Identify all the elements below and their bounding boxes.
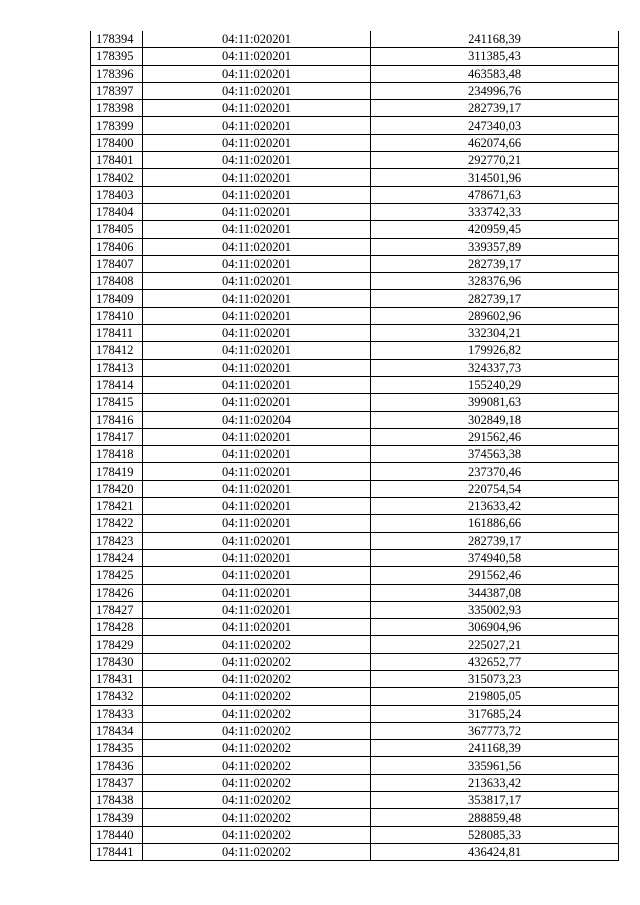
table-row — [91, 826, 619, 843]
cell-value: 247340,03 — [371, 117, 619, 134]
table-row — [91, 342, 619, 359]
cell-value: 302849,18 — [371, 411, 619, 428]
cell-id: 178427 — [91, 601, 143, 618]
cell-id: 178398 — [91, 100, 143, 117]
cell-id: 178417 — [91, 428, 143, 445]
table-row — [91, 532, 619, 549]
cell-id: 178406 — [91, 238, 143, 255]
cell-value: 292770,21 — [371, 152, 619, 169]
cell-id: 178400 — [91, 134, 143, 151]
cell-code: 04:11:020202 — [143, 826, 371, 843]
cell-value: 374563,38 — [371, 446, 619, 463]
cell-value: 241168,39 — [371, 740, 619, 757]
cell-value: 462074,66 — [371, 134, 619, 151]
table-row — [91, 515, 619, 532]
cell-code: 04:11:020201 — [143, 498, 371, 515]
document-page — [90, 31, 618, 861]
cell-id: 178422 — [91, 515, 143, 532]
cell-id: 178433 — [91, 705, 143, 722]
cell-id: 178424 — [91, 549, 143, 566]
cell-id: 178407 — [91, 255, 143, 272]
table-row — [91, 376, 619, 393]
cell-value: 213633,42 — [371, 774, 619, 791]
cell-code: 04:11:020202 — [143, 843, 371, 860]
cell-value: 213633,42 — [371, 498, 619, 515]
table-row — [91, 134, 619, 151]
cell-code: 04:11:020201 — [143, 463, 371, 480]
cell-code: 04:11:020201 — [143, 117, 371, 134]
cell-value: 399081,63 — [371, 394, 619, 411]
cell-id: 178434 — [91, 722, 143, 739]
cell-code: 04:11:020201 — [143, 359, 371, 376]
cell-code: 04:11:020201 — [143, 376, 371, 393]
cell-value: 324337,73 — [371, 359, 619, 376]
table-row — [91, 203, 619, 220]
table-row — [91, 65, 619, 82]
cell-code: 04:11:020201 — [143, 584, 371, 601]
cell-id: 178411 — [91, 325, 143, 342]
cell-id: 178413 — [91, 359, 143, 376]
cell-code: 04:11:020202 — [143, 705, 371, 722]
cell-value: 332304,21 — [371, 325, 619, 342]
cell-value: 328376,96 — [371, 273, 619, 290]
cell-code: 04:11:020201 — [143, 221, 371, 238]
cell-value: 317685,24 — [371, 705, 619, 722]
cell-code: 04:11:020201 — [143, 567, 371, 584]
cell-code: 04:11:020201 — [143, 48, 371, 65]
cell-id: 178437 — [91, 774, 143, 791]
table-row — [91, 394, 619, 411]
table-row — [91, 584, 619, 601]
cell-code: 04:11:020201 — [143, 82, 371, 99]
table-row — [91, 653, 619, 670]
cell-value: 234996,76 — [371, 82, 619, 99]
table-row — [91, 463, 619, 480]
cell-code: 04:11:020202 — [143, 636, 371, 653]
table-row — [91, 82, 619, 99]
table-row — [91, 238, 619, 255]
cell-code: 04:11:020204 — [143, 411, 371, 428]
cell-value: 241168,39 — [371, 31, 619, 48]
cell-code: 04:11:020201 — [143, 325, 371, 342]
cell-code: 04:11:020202 — [143, 740, 371, 757]
cell-value: 436424,81 — [371, 843, 619, 860]
cell-value: 528085,33 — [371, 826, 619, 843]
table-row — [91, 290, 619, 307]
cell-value: 282739,17 — [371, 290, 619, 307]
cell-id: 178401 — [91, 152, 143, 169]
cell-id: 178418 — [91, 446, 143, 463]
cell-value: 220754,54 — [371, 480, 619, 497]
cell-code: 04:11:020202 — [143, 792, 371, 809]
cell-id: 178436 — [91, 757, 143, 774]
cell-value: 282739,17 — [371, 100, 619, 117]
cell-id: 178435 — [91, 740, 143, 757]
table-row — [91, 757, 619, 774]
cell-id: 178441 — [91, 843, 143, 860]
table-row — [91, 549, 619, 566]
table-row — [91, 359, 619, 376]
cell-code: 04:11:020202 — [143, 653, 371, 670]
cell-value: 432652,77 — [371, 653, 619, 670]
cell-value: 155240,29 — [371, 376, 619, 393]
table-row — [91, 325, 619, 342]
cell-code: 04:11:020201 — [143, 515, 371, 532]
table-body — [91, 31, 619, 861]
cell-id: 178395 — [91, 48, 143, 65]
cell-id: 178439 — [91, 809, 143, 826]
cell-id: 178416 — [91, 411, 143, 428]
table-row — [91, 100, 619, 117]
cell-id: 178394 — [91, 31, 143, 48]
cell-value: 314501,96 — [371, 169, 619, 186]
cell-id: 178409 — [91, 290, 143, 307]
cell-value: 179926,82 — [371, 342, 619, 359]
table-row — [91, 722, 619, 739]
table-row — [91, 843, 619, 860]
cell-id: 178429 — [91, 636, 143, 653]
table-row — [91, 688, 619, 705]
cell-id: 178405 — [91, 221, 143, 238]
table-row — [91, 186, 619, 203]
cell-value: 339357,89 — [371, 238, 619, 255]
cell-id: 178430 — [91, 653, 143, 670]
cell-id: 178397 — [91, 82, 143, 99]
table-row — [91, 774, 619, 791]
cell-code: 04:11:020201 — [143, 65, 371, 82]
table-row — [91, 670, 619, 687]
cell-value: 353817,17 — [371, 792, 619, 809]
cell-code: 04:11:020201 — [143, 273, 371, 290]
table-row — [91, 740, 619, 757]
cell-code: 04:11:020201 — [143, 480, 371, 497]
cell-value: 335961,56 — [371, 757, 619, 774]
cell-code: 04:11:020201 — [143, 238, 371, 255]
table-row — [91, 428, 619, 445]
cell-value: 315073,23 — [371, 670, 619, 687]
cell-id: 178415 — [91, 394, 143, 411]
cell-id: 178423 — [91, 532, 143, 549]
cell-id: 178431 — [91, 670, 143, 687]
cell-id: 178414 — [91, 376, 143, 393]
cell-value: 282739,17 — [371, 255, 619, 272]
cell-value: 219805,05 — [371, 688, 619, 705]
table-row — [91, 411, 619, 428]
cell-code: 04:11:020202 — [143, 774, 371, 791]
cell-value: 367773,72 — [371, 722, 619, 739]
cell-id: 178425 — [91, 567, 143, 584]
cell-id: 178438 — [91, 792, 143, 809]
cell-value: 333742,33 — [371, 203, 619, 220]
cell-value: 344387,08 — [371, 584, 619, 601]
cell-code: 04:11:020201 — [143, 290, 371, 307]
cell-code: 04:11:020201 — [143, 428, 371, 445]
table-row — [91, 446, 619, 463]
cell-code: 04:11:020201 — [143, 549, 371, 566]
cell-value: 237370,46 — [371, 463, 619, 480]
data-table — [90, 31, 619, 861]
cell-id: 178396 — [91, 65, 143, 82]
table-row — [91, 273, 619, 290]
table-row — [91, 169, 619, 186]
cell-value: 335002,93 — [371, 601, 619, 618]
table-row — [91, 619, 619, 636]
cell-id: 178419 — [91, 463, 143, 480]
cell-value: 291562,46 — [371, 567, 619, 584]
cell-id: 178421 — [91, 498, 143, 515]
cell-value: 289602,96 — [371, 307, 619, 324]
table-row — [91, 480, 619, 497]
cell-code: 04:11:020202 — [143, 670, 371, 687]
cell-value: 478671,63 — [371, 186, 619, 203]
cell-code: 04:11:020201 — [143, 203, 371, 220]
cell-value: 288859,48 — [371, 809, 619, 826]
cell-id: 178403 — [91, 186, 143, 203]
cell-id: 178399 — [91, 117, 143, 134]
table-row — [91, 809, 619, 826]
cell-value: 374940,58 — [371, 549, 619, 566]
cell-value: 311385,43 — [371, 48, 619, 65]
cell-code: 04:11:020201 — [143, 255, 371, 272]
cell-value: 463583,48 — [371, 65, 619, 82]
cell-id: 178440 — [91, 826, 143, 843]
table-row — [91, 498, 619, 515]
cell-value: 306904,96 — [371, 619, 619, 636]
cell-code: 04:11:020201 — [143, 152, 371, 169]
cell-id: 178410 — [91, 307, 143, 324]
cell-code: 04:11:020201 — [143, 532, 371, 549]
table-row — [91, 255, 619, 272]
cell-code: 04:11:020201 — [143, 601, 371, 618]
cell-id: 178412 — [91, 342, 143, 359]
cell-code: 04:11:020202 — [143, 809, 371, 826]
table-row — [91, 48, 619, 65]
cell-value: 282739,17 — [371, 532, 619, 549]
cell-value: 420959,45 — [371, 221, 619, 238]
table-row — [91, 307, 619, 324]
cell-code: 04:11:020201 — [143, 394, 371, 411]
cell-code: 04:11:020202 — [143, 722, 371, 739]
cell-id: 178420 — [91, 480, 143, 497]
table-row — [91, 636, 619, 653]
cell-id: 178408 — [91, 273, 143, 290]
table-row — [91, 601, 619, 618]
cell-value: 291562,46 — [371, 428, 619, 445]
table-row — [91, 152, 619, 169]
cell-code: 04:11:020201 — [143, 446, 371, 463]
cell-code: 04:11:020201 — [143, 169, 371, 186]
cell-id: 178402 — [91, 169, 143, 186]
cell-value: 225027,21 — [371, 636, 619, 653]
cell-id: 178428 — [91, 619, 143, 636]
cell-code: 04:11:020201 — [143, 307, 371, 324]
cell-id: 178426 — [91, 584, 143, 601]
table-row — [91, 221, 619, 238]
table-row — [91, 705, 619, 722]
cell-code: 04:11:020201 — [143, 186, 371, 203]
table-row — [91, 567, 619, 584]
cell-code: 04:11:020201 — [143, 619, 371, 636]
table-row — [91, 792, 619, 809]
cell-value: 161886,66 — [371, 515, 619, 532]
cell-code: 04:11:020202 — [143, 757, 371, 774]
cell-id: 178432 — [91, 688, 143, 705]
cell-id: 178404 — [91, 203, 143, 220]
cell-code: 04:11:020201 — [143, 134, 371, 151]
table-row — [91, 117, 619, 134]
cell-code: 04:11:020201 — [143, 100, 371, 117]
cell-code: 04:11:020201 — [143, 342, 371, 359]
cell-code: 04:11:020201 — [143, 31, 371, 48]
cell-code: 04:11:020202 — [143, 688, 371, 705]
table-row — [91, 31, 619, 48]
